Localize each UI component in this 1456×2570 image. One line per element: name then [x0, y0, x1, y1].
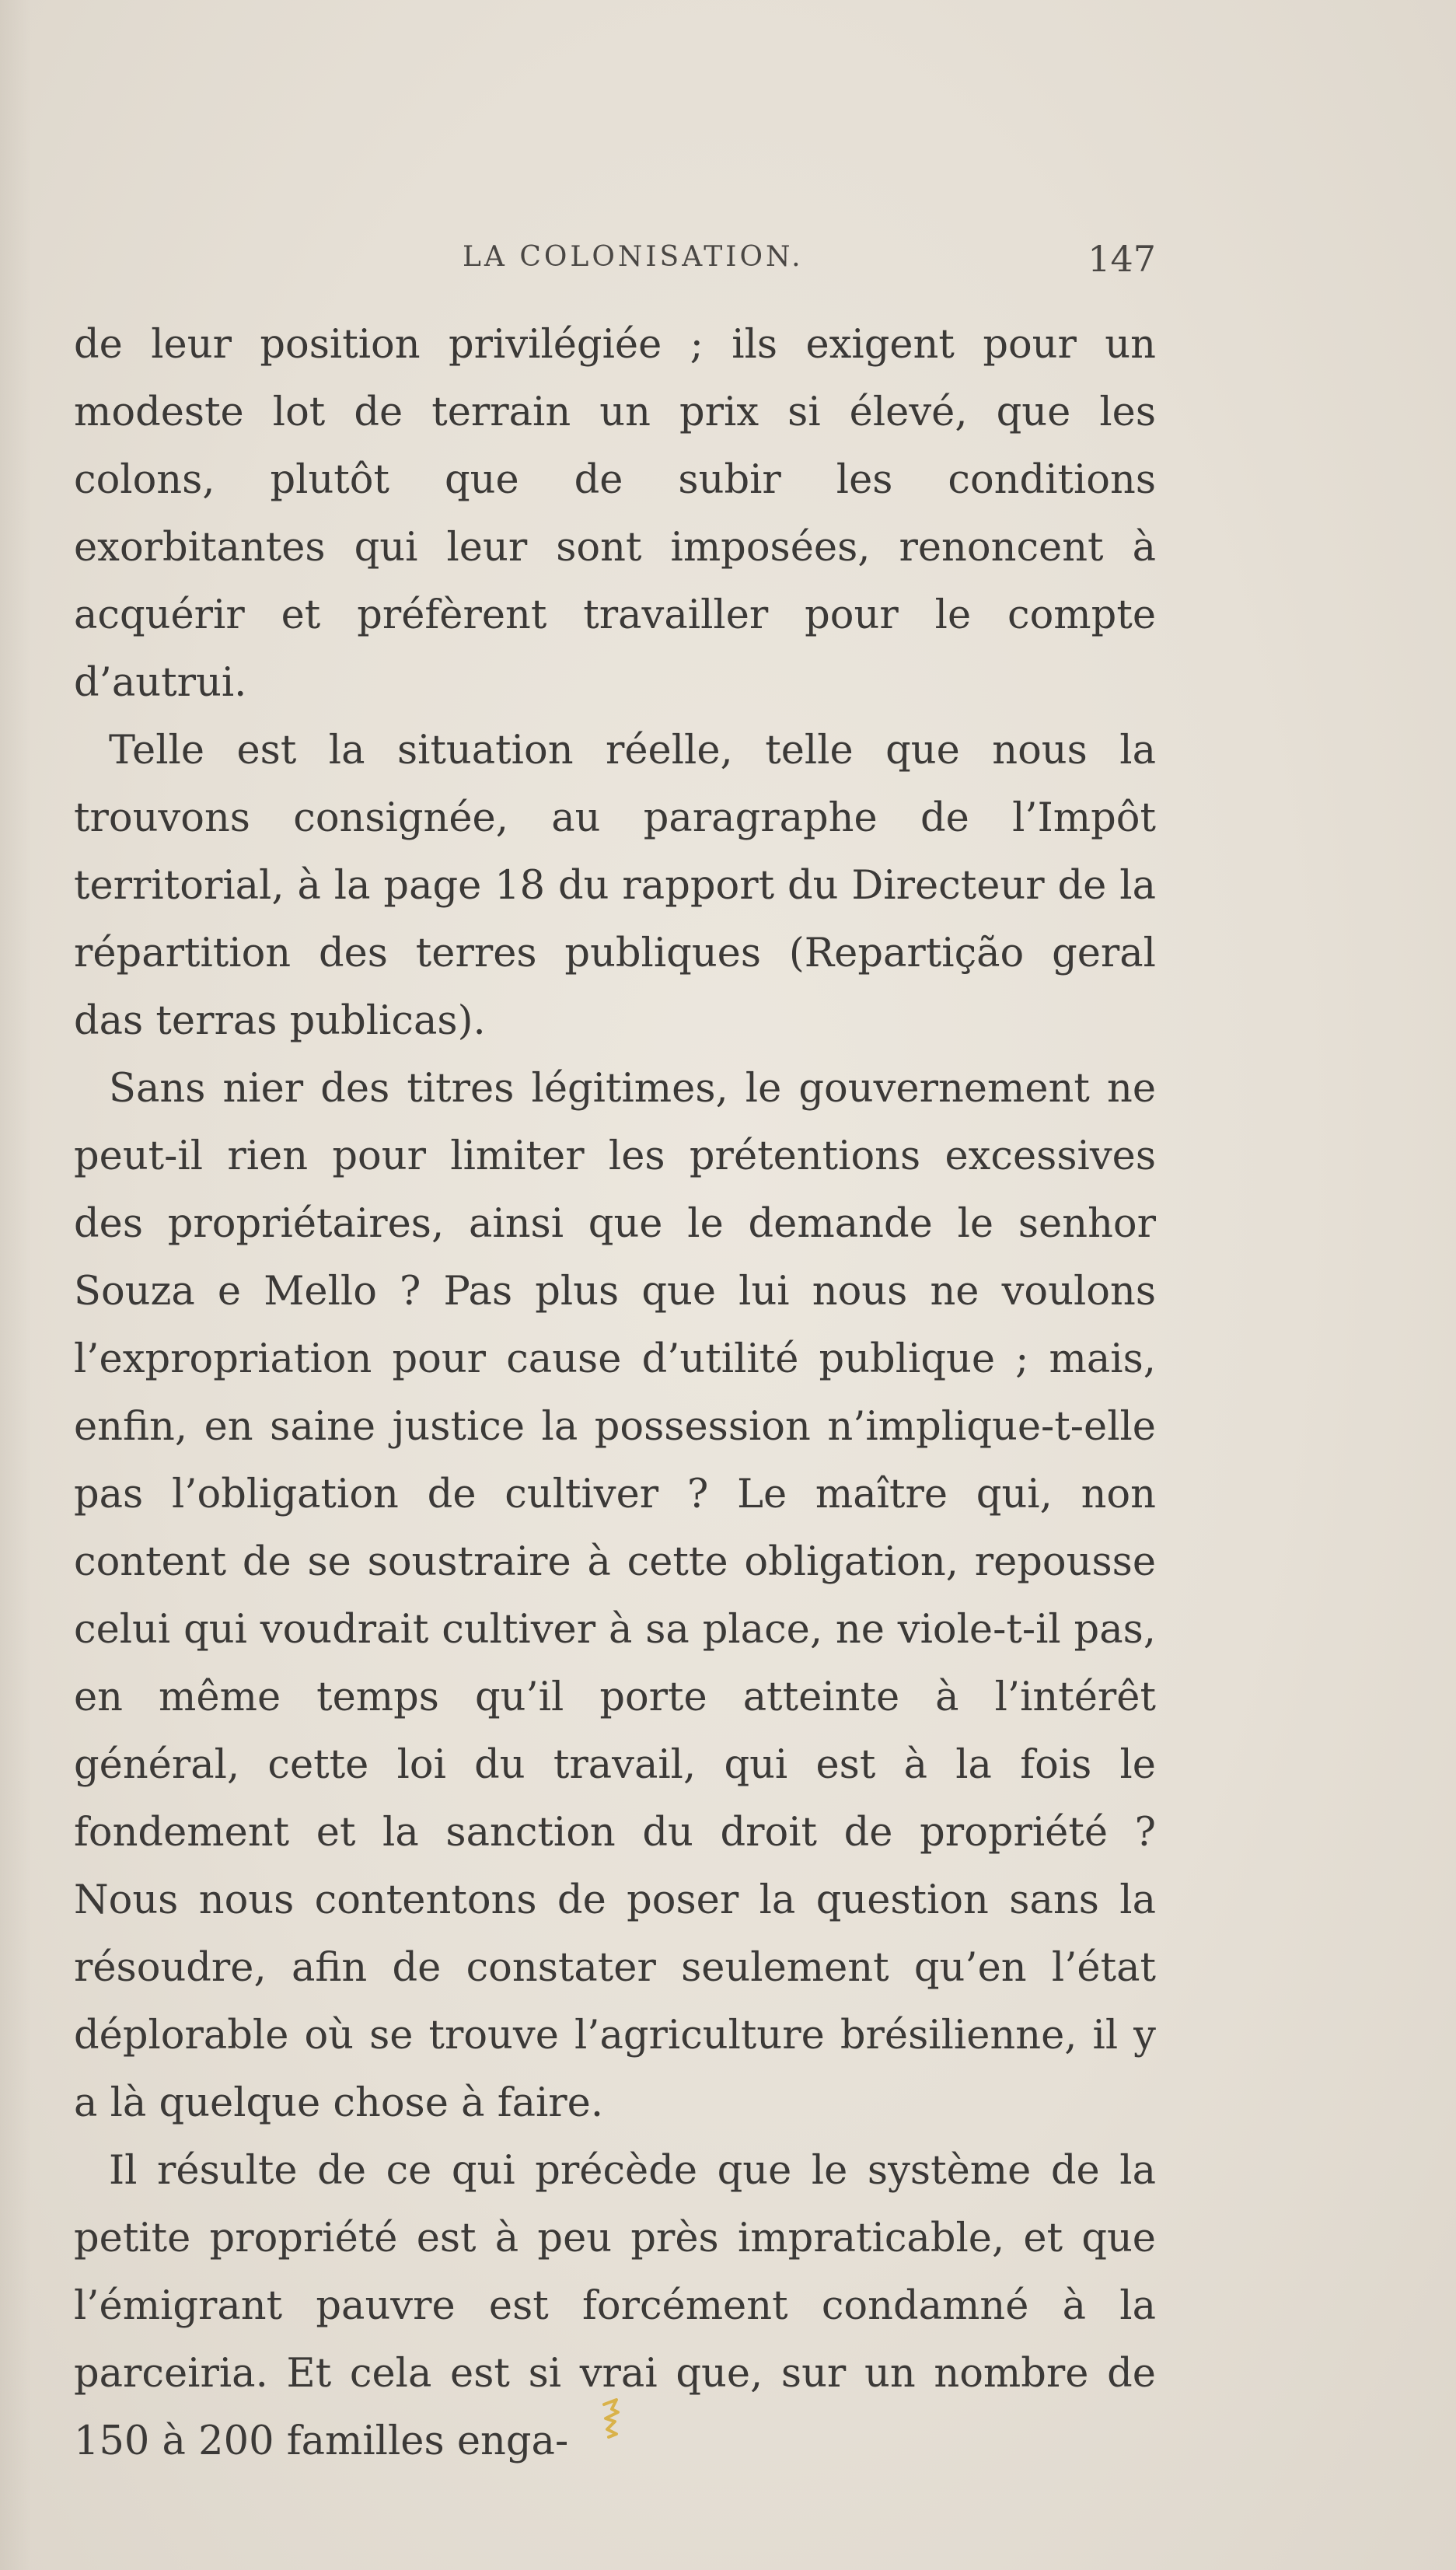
running-title: LA COLONISATION.: [463, 241, 804, 273]
ink-stain-icon: [601, 2398, 621, 2439]
page-header: [74, 233, 1156, 295]
paragraph-2: Telle est la situation réelle, telle que nous la trouvons consignée, au paragraphe de l’Impôt territorial, à la page 18 du rapport du Directeur de la répartition des terres publiques (Repartição geral das terras publicas).: [74, 728, 1156, 1044]
binding-shadow: [0, 0, 31, 2570]
body-text: [74, 311, 1156, 2475]
paragraph-1: de leur position privilégiée ; ils exigent pour un modeste lot de terrain un prix si élevé, que les colons, plutôt que de subir les conditions exorbitantes qui leur sont imposées, renoncent à acquérir et préfèrent travailler pour le compte d’autrui.: [74, 322, 1156, 706]
page-number: 147: [1088, 238, 1156, 280]
paragraph-4: Il résulte de ce qui précède que le système de la petite propriété est à peu près impraticable, et que l’émigrant pauvre est forcément condamné à la parceiria. Et cela est si vrai que, sur un nombre de 150 à 200 familles enga-: [74, 2148, 1156, 2464]
paragraph-3: Sans nier des titres légitimes, le gouvernement ne peut-il rien pour limiter les prétentions excessives des propriétaires, ainsi que le demande le senhor Souza e Mello ? Pas plus que lui nous ne voulons l’expropriation pour cause d’utilité publique ; mais, enfin, en saine justice la possession n’implique-t-elle pas l’obligation de cultiver ? Le maître qui, non content de se soustraire à cette obligation, repousse celui qui voudrait cultiver à sa place, ne viole-t-il pas, en même temps qu’il porte atteinte à l’intérêt général, cette loi du travail, qui est à la fois le fondement et la sanction du droit de propriété ? Nous nous contentons de poser la question sans la résoudre, afin de constater seulement qu’en l’état déplorable où se trouve l’agriculture brésilienne, il y a là quelque chose à faire.: [74, 1066, 1156, 2126]
